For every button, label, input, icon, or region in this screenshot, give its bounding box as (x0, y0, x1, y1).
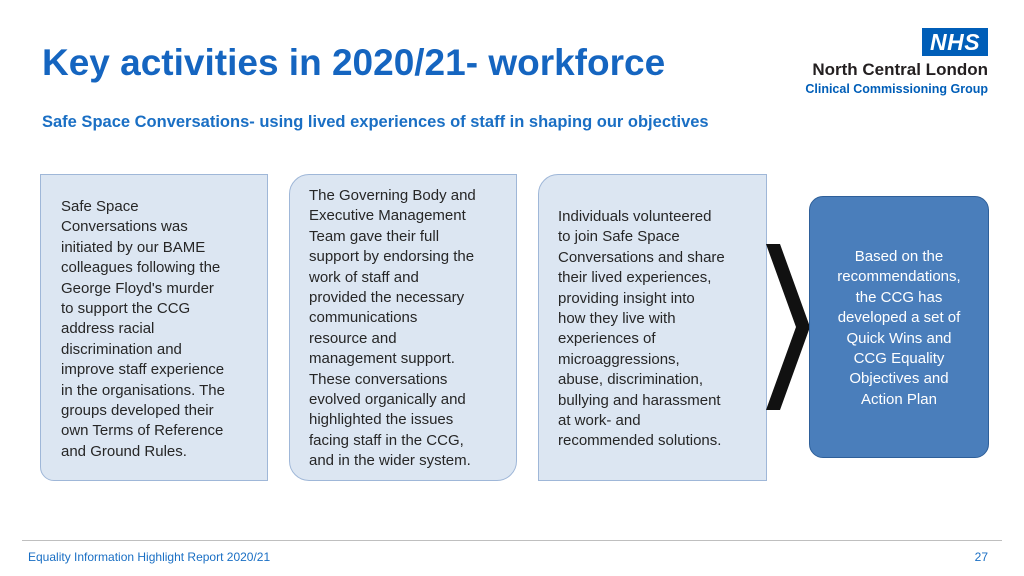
page-title: Key activities in 2020/21- workforce (42, 42, 666, 83)
nhs-logo (788, 28, 988, 98)
footer-report-name: Equality Information Highlight Report 2020/21 (28, 550, 271, 564)
card-line: evolved organically and (309, 391, 466, 409)
nhs-logo-icon: NHS (922, 28, 988, 56)
card-line: microaggressions, (558, 350, 680, 368)
card-line: support by endorsing the (309, 248, 475, 266)
org-subtitle: Clinical Commissioning Group (805, 82, 988, 96)
card-line: and Ground Rules. (61, 442, 187, 460)
card-line: at work- and (558, 412, 641, 430)
card-line: management support. (309, 350, 455, 368)
card-line: facing staff in the CCG, (309, 431, 464, 449)
footer-divider (22, 540, 1002, 541)
page-subtitle: Safe Space Conversations- using lived experiences of staff in shaping our objectives (42, 113, 709, 131)
card-line: Team gave their full (309, 227, 440, 245)
result-line: Objectives and (849, 370, 949, 388)
card-line: discrimination and (61, 340, 182, 358)
card-line: abuse, discrimination, (558, 371, 704, 389)
card-line: These conversations (309, 370, 448, 388)
card-line: communications (309, 309, 418, 327)
card-line: initiated by our BAME (61, 238, 206, 256)
card-line: resource and (309, 329, 397, 347)
result-line: CCG Equality (853, 350, 945, 368)
result-line: the CCG has (855, 288, 943, 306)
card-line: The Governing Body and (309, 187, 476, 204)
result-line: Action Plan (861, 390, 937, 408)
card-line: own Terms of Reference (61, 422, 224, 440)
card-volunteers (538, 174, 767, 481)
card-line: highlighted the issues (309, 411, 454, 429)
card-line: work of staff and (309, 268, 419, 286)
card-line: groups developed their (61, 402, 214, 420)
card-line: Safe Space (61, 198, 139, 215)
result-line: Quick Wins and (846, 329, 952, 347)
card-line: colleagues following the (61, 259, 221, 277)
card-line: provided the necessary (309, 289, 465, 307)
card-line: experiences of (558, 330, 656, 348)
card-initiation (40, 174, 268, 481)
card-line: Conversations and share (558, 248, 725, 266)
result-line: recommendations, (837, 268, 961, 286)
card-line: recommended solutions. (558, 432, 722, 450)
result-line: developed a set of (837, 309, 961, 327)
card-line: Conversations was (61, 218, 188, 236)
card-line: Executive Management (309, 207, 466, 225)
card-line: George Floyd's murder (61, 279, 214, 297)
card-line: to support the CCG (61, 300, 191, 318)
result-line: Based on the (854, 248, 944, 265)
card-line: bullying and harassment (558, 391, 721, 409)
card-line: Individuals volunteered (558, 208, 712, 225)
card-line: to join Safe Space (558, 228, 680, 246)
card-line: how they live with (558, 310, 676, 328)
card-line: providing insight into (558, 289, 695, 307)
card-governance-support (289, 174, 517, 481)
card-line: and in the wider system. (309, 452, 471, 470)
org-name: North Central London (812, 60, 988, 79)
card-line: in the organisations. The (61, 381, 225, 399)
page-number: 27 (974, 550, 988, 564)
card-line: their lived experiences, (558, 269, 712, 287)
card-line: address racial (61, 320, 155, 338)
chevron-right-icon (766, 244, 810, 410)
card-line: improve staff experience (61, 361, 225, 379)
result-box (809, 196, 989, 458)
